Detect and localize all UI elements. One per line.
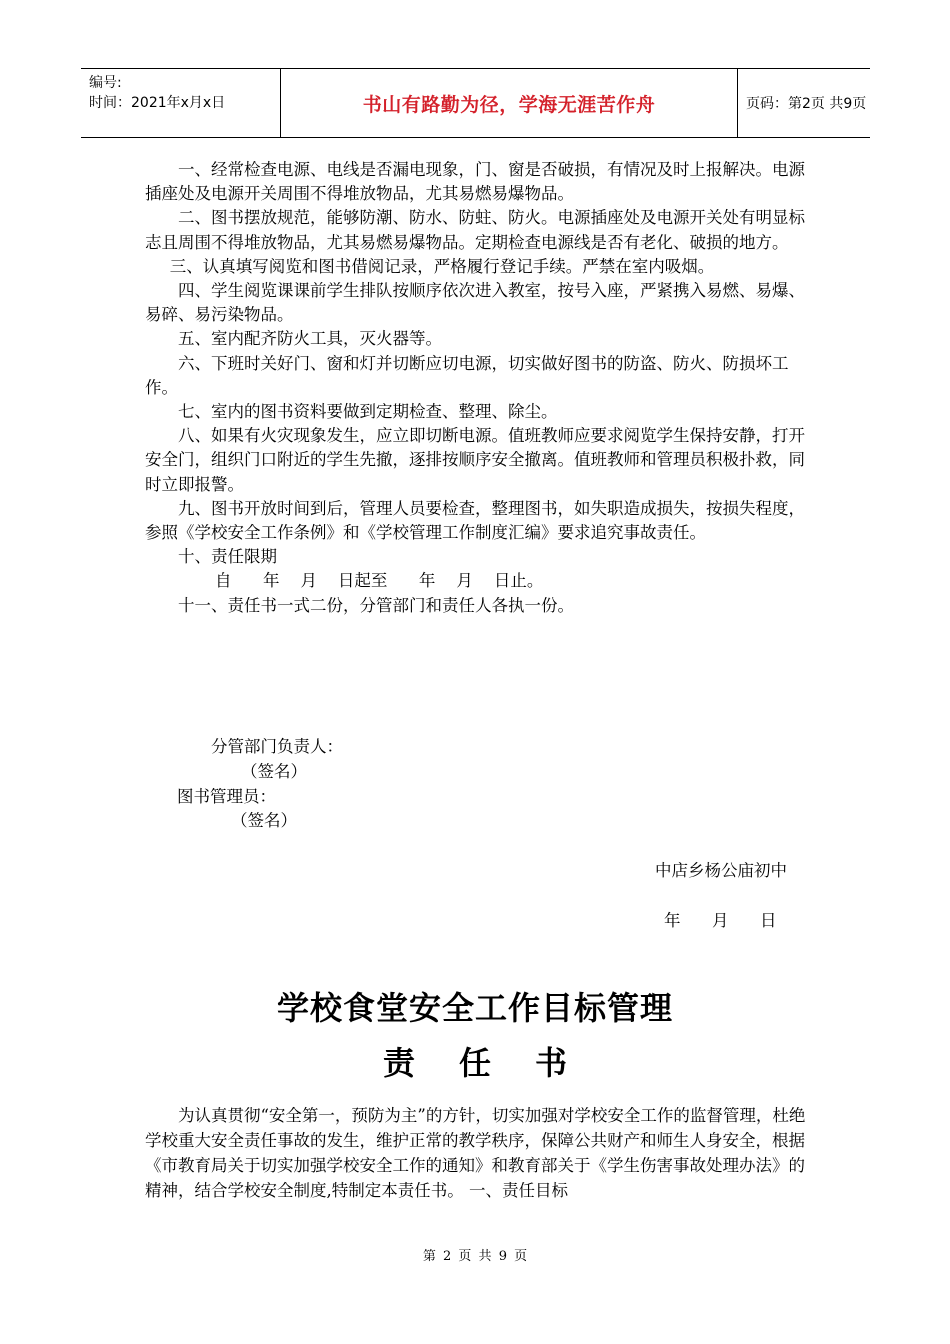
dept-head-label: 分管部门负责人： [211,737,343,756]
rule-item: 十、责任限期 [178,547,277,567]
rule-item: 三、认真填写阅览和图书借阅记录，严格履行登记手续。严禁在室内吸烟。 [169,256,715,276]
header-slogan: 书山有路勤为径，学海无涯苦作舟 [281,69,738,137]
signature-date-line: 年 月 日 [664,911,777,930]
doc-time-label: 时间：2021年x月x日 [89,95,226,111]
page-header [81,68,870,138]
doc-subtitle: 责任书 [382,1044,611,1082]
rule-item: 八、如果有火灾现象发生，应立即切断电源。值班教师应要求阅览学生保持安静，打开安全门，组织门口附近的学生先撤，逐排按顺序安全撤离。值班教师和管理员积极扑救，同时立即报警。 [145,426,805,494]
rule-item: 七、室内的图书资料要做到定期检查、整理、除尘。 [178,402,558,422]
rule-item: 六、下班时关好门、窗和灯并切断应切电源，切实做好图书的防盗、防火、防损坏工作。 [145,353,789,397]
librarian-label: 图书管理员： [177,787,276,806]
rule-item: 二、图书摆放规范，能够防潮、防水、防蛀、防火。电源插座处及电源开关处有明显标志且周围不得堆放物品，尤其易燃易爆物品。定期检查电源线是否有老化、破损的地方。 [145,208,805,252]
responsibility-period-line: 自 年 月 日起至 年 月 日止。 [215,571,544,591]
intro-paragraph: 为认真贯彻“安全第一，预防为主”的方针，切实加强对学校安全工作的监督管理，杜绝学校重大安全责任事故的发生，维护正常的教学秩序，保障公共财产和师生人身安全，根据《市教育局关于切实加强学校安全工作的通知》和教育部关于《学生伤害事故处理办法》的精神，结合学校安全制度,特制定本责任书。 一、责任目标 [145,1106,806,1200]
doc-title: 学校食堂安全工作目标管理 [276,989,673,1027]
header-info [81,69,281,137]
doc-number-label: 编号: [89,75,122,91]
rule-item: 十一、责任书一式二份，分管部门和责任人各执一份。 [178,595,574,615]
canteen-intro [145,1103,810,1203]
signature-label: （签名） [241,762,307,781]
rule-item: 四、学生阅览课课前学生排队按顺序依次进入教室，按号入座，严紧携入易燃、易爆、易碎、易污染物品。 [145,281,805,325]
library-safety-rules [145,158,810,618]
rule-item: 五、室内配齐防火工具，灭火器等。 [178,329,442,349]
page-footer: 第 2 页 共 9 页 [422,1249,528,1264]
school-name: 中店乡杨公庙初中 [655,861,787,880]
header-page-label: 页码：第2页 共9页 [746,96,867,112]
rule-item: 九、图书开放时间到后，管理人员要检查，整理图书，如失职造成损失，按损失程度，参照《学校安全工作条例》和《学校管理工作制度汇编》要求追究事故责任。 [145,498,805,543]
signature-label: （签名） [231,811,297,830]
rule-item: 一、经常检查电源、电线是否漏电现象，门、窗是否破损，有情况及时上报解决。电源插座处及电源开关周围不得堆放物品，尤其易燃易爆物品。 [145,160,805,204]
